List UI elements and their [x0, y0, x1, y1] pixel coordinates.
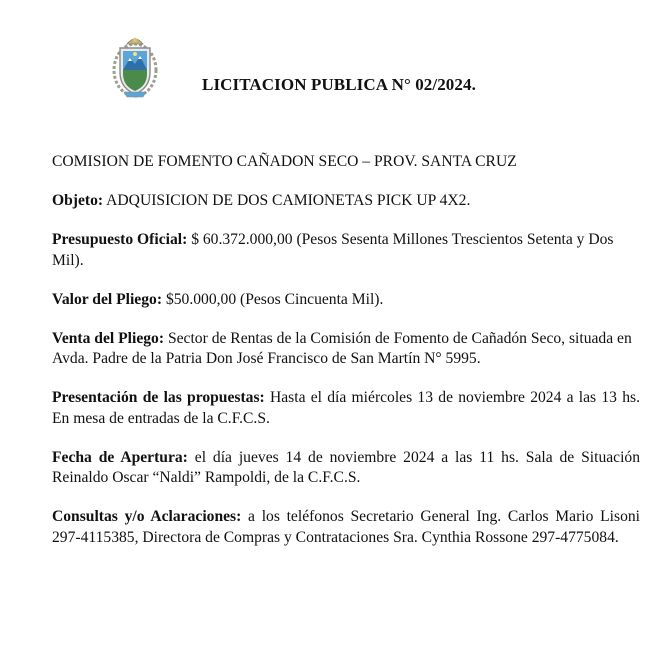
opening-date-text: el día jueves 14 de noviembre 2024 a las 11 hs. Sala de Situación Reinaldo Oscar “Naldi” Rampoldi, de la C.F.C.S.: [52, 448, 641, 486]
budget-text: $ 60.372.000,00 (Pesos Sesenta Millones Trescientos Setenta y Dos Mil).: [52, 231, 614, 269]
organization-line: COMISION DE FOMENTO CAÑADON SECO – PROV. SANTA CRUZ: [52, 153, 517, 170]
submission-paragraph: [52, 388, 640, 429]
document-sale-paragraph: [52, 329, 640, 370]
document-title: LICITACION PUBLICA N° 02/2024.: [202, 75, 476, 94]
inquiries-paragraph: [52, 507, 640, 548]
budget-label: Presupuesto Oficial:: [52, 231, 188, 248]
opening-date-paragraph: [52, 448, 640, 489]
object-text: ADQUISICION DE DOS CAMIONETAS PICK UP 4X2.: [106, 192, 471, 209]
budget-paragraph: [52, 230, 640, 271]
document-sale-label: Venta del Pliego:: [52, 329, 165, 347]
object-paragraph: [52, 191, 640, 212]
document-price-label: Valor del Pliego:: [52, 290, 163, 308]
object-label: Objeto:: [52, 192, 104, 209]
opening-date-label: Fecha de Apertura:: [52, 448, 188, 466]
coat-of-arms-icon: [112, 34, 158, 100]
inquiries-label: Consultas y/o Aclaraciones:: [52, 508, 242, 525]
document-price-text: $50.000,00 (Pesos Cincuenta Mil).: [165, 290, 384, 308]
inquiries-text: a los teléfonos Secretario General Ing. Carlos Mario Lisoni 297-4115385, Directora de Compras y Contrataciones Sra. Cynthia Rossone 297-4775084.: [52, 508, 640, 546]
submission-label: Presentación de las propuestas:: [52, 389, 265, 406]
submission-text: Hasta el día miércoles 13 de noviembre 2024 a las 13 hs. En mesa de entradas de la C.F.C.S.: [52, 389, 640, 427]
document-body: [52, 152, 640, 567]
document-sale-text: Sector de Rentas de la Comisión de Fomento de Cañadón Seco, situada en Avda. Padre de la Patria Don José Francisco de San Martín N° 5995.: [52, 329, 632, 367]
document-price-paragraph: [52, 290, 640, 311]
